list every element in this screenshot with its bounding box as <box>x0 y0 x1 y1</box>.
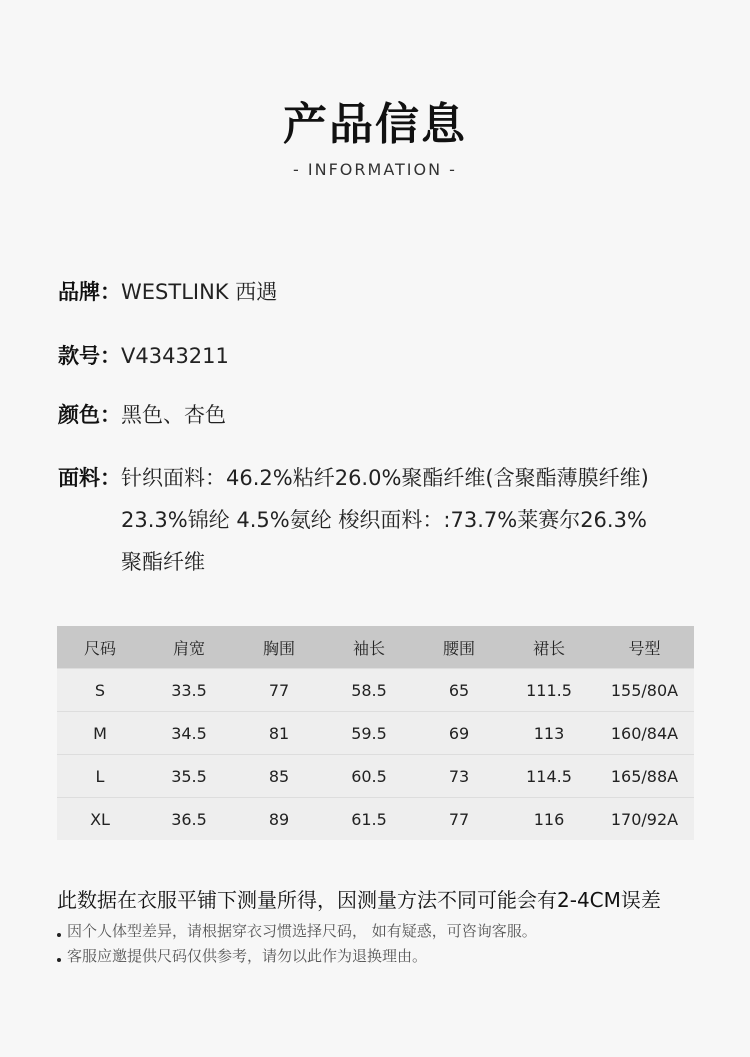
table-cell: 34.5 <box>143 712 235 755</box>
color-value: 黑色、杏色 <box>121 403 226 427</box>
table-cell: 85 <box>235 755 323 798</box>
style-label: 款号： <box>58 344 121 368</box>
note-bullet-text: 因个人体型差异，请根据穿衣习惯选择尺码， 如有疑惑，可咨询客服。 <box>67 922 537 940</box>
table-cell: 65 <box>415 669 503 712</box>
table-row <box>57 755 694 798</box>
table-cell: 111.5 <box>503 669 595 712</box>
size-table <box>57 626 694 840</box>
table-cell: L <box>57 755 143 798</box>
note-bullet-1 <box>57 920 537 941</box>
fabric-label: 面料： <box>58 466 121 490</box>
header-waist: 腰围 <box>415 626 503 669</box>
table-cell: 60.5 <box>323 755 415 798</box>
table-cell: 114.5 <box>503 755 595 798</box>
table-cell: 69 <box>415 712 503 755</box>
table-cell: 58.5 <box>323 669 415 712</box>
table-cell: 61.5 <box>323 798 415 841</box>
table-cell: 89 <box>235 798 323 841</box>
bullet-dot-icon <box>57 933 61 937</box>
table-cell: 35.5 <box>143 755 235 798</box>
brand-label: 品牌： <box>58 280 121 304</box>
header-shoulder: 肩宽 <box>143 626 235 669</box>
style-value: V4343211 <box>121 344 229 368</box>
header-bust: 胸围 <box>235 626 323 669</box>
table-cell: M <box>57 712 143 755</box>
table-cell: 155/80A <box>595 669 694 712</box>
header-size: 尺码 <box>57 626 143 669</box>
table-row <box>57 712 694 755</box>
size-table-header-row <box>57 626 694 669</box>
table-cell: 77 <box>235 669 323 712</box>
table-row <box>57 669 694 712</box>
page-subtitle: - INFORMATION - <box>293 160 457 179</box>
note-bullet-text: 客服应邀提供尺码仅供参考，请勿以此作为退换理由。 <box>67 947 428 965</box>
style-row <box>58 335 698 377</box>
note-bullet-2 <box>57 945 427 966</box>
measurement-note: 此数据在衣服平铺下测量所得，因测量方法不同可能会有2-4CM误差 <box>57 888 661 912</box>
table-cell: 165/88A <box>595 755 694 798</box>
table-cell: 33.5 <box>143 669 235 712</box>
brand-value: WESTLINK 西遇 <box>121 280 278 304</box>
fabric-value: 针织面料：46.2%粘纤26.0%聚酯纤维(含聚酯薄膜纤维)23.3%锦纶 4.5%氨纶 梭织面料：:73.7%莱赛尔26.3%聚酯纤维 <box>121 466 649 574</box>
table-cell: 59.5 <box>323 712 415 755</box>
table-cell: 81 <box>235 712 323 755</box>
fabric-row <box>58 457 698 583</box>
color-row <box>58 394 698 436</box>
table-cell: XL <box>57 798 143 841</box>
header-skirt-length: 裙长 <box>503 626 595 669</box>
table-cell: 160/84A <box>595 712 694 755</box>
header-fit-code: 号型 <box>595 626 694 669</box>
table-cell: 170/92A <box>595 798 694 841</box>
page-title: 产品信息 <box>283 99 467 150</box>
table-row <box>57 798 694 841</box>
table-cell: 73 <box>415 755 503 798</box>
color-label: 颜色： <box>58 403 121 427</box>
bullet-dot-icon <box>57 958 61 962</box>
brand-row <box>58 271 698 313</box>
table-cell: 113 <box>503 712 595 755</box>
table-cell: 116 <box>503 798 595 841</box>
table-cell: 77 <box>415 798 503 841</box>
table-cell: 36.5 <box>143 798 235 841</box>
header-sleeve: 袖长 <box>323 626 415 669</box>
table-cell: S <box>57 669 143 712</box>
